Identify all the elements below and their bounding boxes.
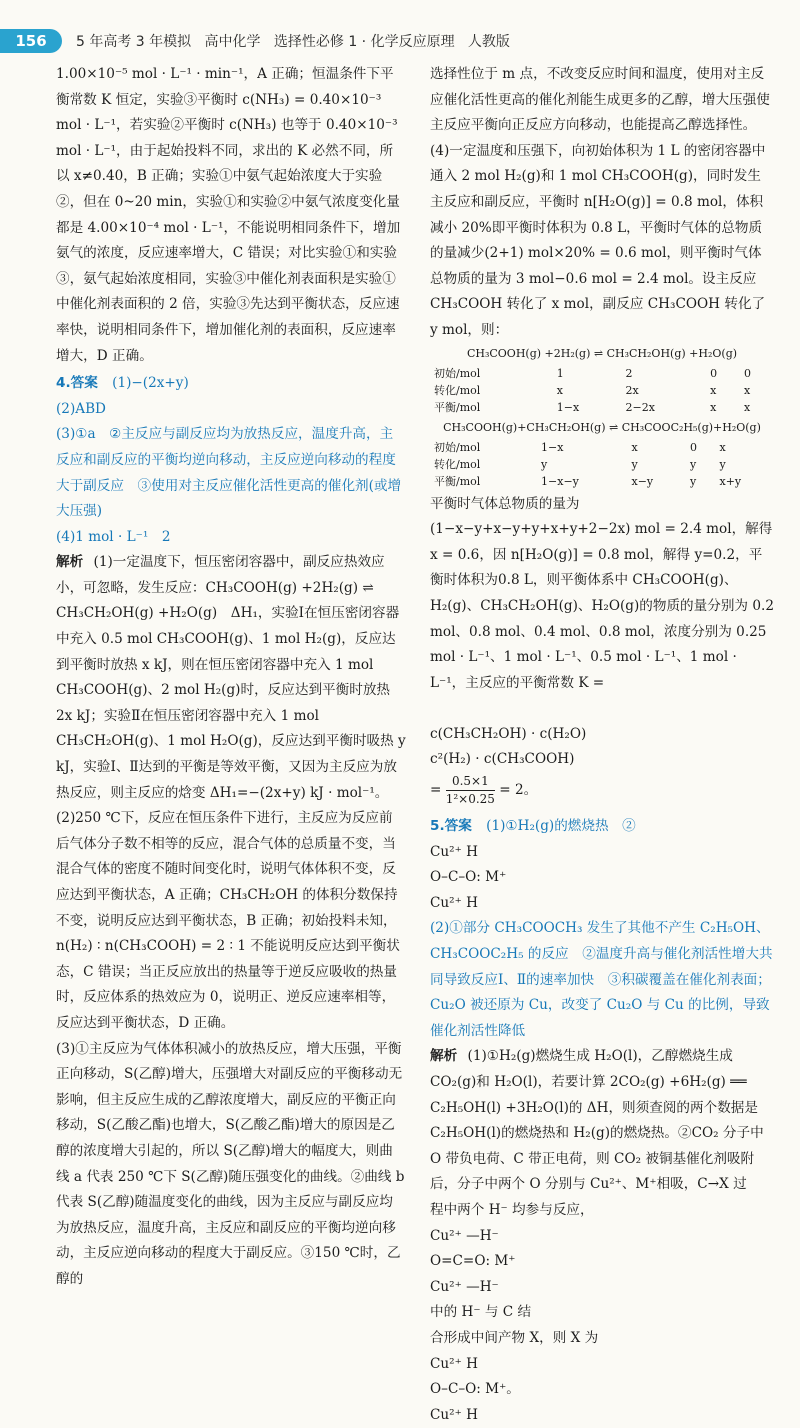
analysis-tag: 解析: [56, 554, 84, 571]
analysis: [430, 1044, 774, 1198]
paragraph: (1)①H₂(g)燃烧生成 H₂O(l)，乙醇燃烧生成 CO₂(g)和 H₂O(l)，若要计算 2CO₂(g) +6H₂(g) ══ C₂H₅OH(l) +3H₂O(l)的 ΔH，则须查阅的两个数据是 C₂H₅OH(l)的燃烧热和 H₂(g)的燃烧热。②CO₂ 分子中 O 带负电荷、C 带正电荷，则 CO₂ 被铜基催化剂吸附后，分子中两个 O 分别与 Cu²⁺、M⁺相吸，C→X 过: [430, 1048, 764, 1193]
paragraph: 平衡时气体总物质的量为(1−x−y+x−y+y+x+y+2−2x) mol = 2.4 mol，解得 x = 0.6，因 n[H₂O(g)] = 0.8 mol，解得 y=0.2，平衡时体积为0.8 L，则平衡体系中 CH₃COOH(g)、H₂(g)、CH₃CH₂OH(g)、H₂O(g)的物质的量分别为 0.2 mol、0.8 mol、0.4 mol、0.8 mol，浓度分别为 0.25 mol · L⁻¹、1 mol · L⁻¹、0.5 mol · L⁻¹、1 mol · L⁻¹，主反应的平衡常数 K =: [430, 495, 774, 691]
answer-line: (4)1 mol · L⁻¹ 2: [56, 528, 171, 545]
equation-side: CH₃COOH(g)+CH₃CH₂OH(g) ⇌ CH₃COOC₂H₅(g)+H₂O(g): [443, 420, 761, 434]
page-header: [0, 0, 800, 62]
equation-main: CH₃COOH(g) +2H₂(g) ⇌ CH₃CH₂OH(g) +H₂O(g): [466, 346, 738, 360]
answer-tag: 5.答案: [430, 818, 472, 835]
table-row: 平衡/mol 1−x 2−2x x x: [434, 400, 751, 414]
table-row: 转化/mol y y y y: [434, 457, 726, 471]
paragraph: 选择性位于 m 点，不改变反应时间和温度，使用对主反应催化活性更高的催化剂能生成更多的乙醇，增大压强使主反应平衡向正反应方向移动，也能提高乙醇选择性。: [430, 66, 770, 134]
answer-line: (2)ABD: [56, 400, 106, 417]
answer-4: [56, 371, 406, 397]
fraction-values: $\frac{0.5\times 1}{\text{1²×0.25}}$: [445, 774, 495, 807]
paragraph: (4)一定温度和压强下，向初始体积为 1 L 的密闭容器中通入 2 mol H₂(g)和 1 mol CH₃COOH(g)，同时发生主反应和副反应，平衡时 n[H₂O(g)] = 0.8 mol，体积减小 20%即平衡时体积为 0.8 L，平衡时气体的总物质的量减少(2+1) mol×20% = 0.6 mol，则平衡时气体总物质的量为 3 mol−0.6 mol = 2.4 mol。设主反应 CH₃COOH 转化了 x mol，副反应 CH₃COOH 转化了 y mol，则：: [430, 142, 766, 338]
paragraph-with-structure: 合形成中间产物 X，则 X 为: [430, 1329, 599, 1346]
answer-line: (1)①H₂(g)的燃烧热 ②: [486, 818, 636, 835]
answer-line: (1)−(2x+y): [112, 375, 189, 392]
analysis: [56, 550, 406, 806]
table-row: 平衡/mol 1−x−y x−y y x+y: [434, 474, 742, 488]
paragraph: (2)250 ℃下，反应在恒压条件下进行，主反应为反应前后气体分子数不相等的反应，混合气体的总质量不变，当混合气体的密度不随时间变化时，说明气体体积不变，反应达到平衡状态，A 正确；CH₃CH₂OH 的体积分数保持不变，说明反应达到平衡状态，B 正确；初始投料未知，n(H₂) ∶ n(CH₃COOH) = 2 ∶ 1 不能说明反应达到平衡状态，C 错误；当正反应放出的热量等于逆反应吸收的热量时，反应体系的热效应为 0，说明正、逆反应速率相等，反应达到平衡状态，D 正确。: [56, 810, 400, 1031]
page-number: 156: [0, 29, 62, 53]
answer-5: [430, 814, 774, 840]
table-row: 转化/mol x 2x x x: [434, 383, 751, 397]
paragraph-with-structure: 程中两个 H⁻ 均参与反应，: [430, 1201, 594, 1218]
ice-table-side: [430, 439, 774, 490]
running-title: 5 年高考 3 年模拟 高中化学 选择性必修 1 · 化学反应原理 人教版: [76, 34, 510, 50]
left-column: [56, 62, 406, 1293]
answer-tag: 4.答案: [56, 375, 98, 392]
paragraph: (1)一定温度下，恒压密闭容器中，副反应热效应小，可忽略，发生反应：CH₃COOH(g) +2H₂(g) ⇌ CH₃CH₂OH(g) +H₂O(g) ΔH₁，实验Ⅰ在恒压密闭容器中充入 0.5 mol CH₃COOH(g)、1 mol H₂(g)，反应达到平衡时放热 x kJ，则在恒压密闭容器中充入 1 mol CH₃COOH(g)、2 mol H₂(g)时，反应达到平衡时放热 2x kJ；实验Ⅱ在恒压密闭容器中充入 1 mol CH₃CH₂OH(g)、1 mol H₂O(g)，反应达到平衡时吸热 y kJ，实验Ⅰ、Ⅱ达到的平衡是等效平衡，又因为主反应为放热反应，则主反应的焓变 ΔH₁=−(2x+y) kJ · mol⁻¹。: [56, 554, 406, 801]
answer-line: (3)①a ②主反应与副反应均为放热反应，温度升高，主反应和副反应的平衡均逆向移动，主反应逆向移动的程度大于副反应 ③使用对主反应催化活性更高的催化剂(或增大压强): [56, 426, 402, 520]
equilibrium-constant: [430, 696, 774, 722]
ice-table-main: [430, 365, 774, 416]
answer-line: (2)①部分 CH₃COOCH₃ 发生了其他不产生 C₂H₅OH、CH₃COOC₂H₅ 的反应 ②温度升高与催化剂活性增大共同导致反应Ⅰ、Ⅱ的速率加快 ③积碳覆盖在催化剂表面；Cu₂O 被还原为 Cu，改变了 Cu₂O 与 Cu 的比例，导致催化剂活性降低: [430, 920, 773, 1039]
table-row: 初始/mol 1 2 0 0: [434, 366, 752, 380]
paragraph: 1.00×10⁻⁵ mol · L⁻¹ · min⁻¹，A 正确；恒温条件下平衡常数 K 恒定，实验③平衡时 c(NH₃) = 0.40×10⁻³ mol · L⁻¹，若实验②平衡时 c(NH₃) 也等于 0.40×10⁻³ mol · L⁻¹，由于起始投料不同，求出的 K 必然不同，所以 x≠0.40，B 正确；实验①中氨气起始浓度大于实验②，但在 0~20 min，实验①和实验②中氨气浓度变化量都是 4.00×10⁻⁴ mol · L⁻¹，不能说明相同条件下，增加氨气的浓度，反应速率增大，C 错误；对比实验①和实验③，氨气起始浓度相同，实验③中催化剂表面积是实验①中催化剂表面积的 2 倍，实验③先达到平衡状态，反应速率快，说明相同条件下，增加催化剂的表面积，反应速率增大，D 正确。: [56, 66, 401, 364]
paragraph: (3)①主反应为气体体积减小的放热反应，增大压强，平衡正向移动，S(乙醇)增大，压强增大对副反应的平衡移动无影响，但主反应生成的乙醇浓度增大，副反应的平衡正向移动，S(乙酸乙酯)也增大，S(乙酸乙酯)增大的原因是乙醇的浓度增大引起的，所以 S(乙醇)增大的幅度大，则曲线 a 代表 250 ℃下 S(乙醇)随压强变化的曲线。②曲线 b 代表 S(乙醇)随温度变化的曲线，因为主反应与副反应均为放热反应，温度升高，主反应和副反应的平衡均逆向移动，主反应逆向移动的程度大于副反应。③150 ℃时，乙醇的: [56, 1040, 405, 1287]
table-row: 初始/mol 1−x x 0 x: [434, 440, 726, 454]
analysis-tag: 解析: [430, 1048, 458, 1065]
right-column: 选择性位于 m 点，不改变反应时间和温度，使用对主反应催化活性更高的催化剂能生成更多的乙醇，增大压强使主反应平衡向正反应方向移动，也能提高乙醇选择性。 (4)一定温度和压强下，向初始体积为 1 L 的密闭容器中通入 2 mol H₂(g)和 1 mol CH₃COOH(g)，同时发生主反应和副反应，平衡时 n[H₂O(g)] = 0.8 mol，体积减小 20%即平衡时体积为 0.8 L，平衡时气体的总物质的量减少(2+1) mol×20% = 0.6 mol，则平衡时气体总物质的量为 3 mol−0.6 mol = 2.4 mol。设主反应 CH₃COOH 转化了 x mol，副反应 CH₃COOH 转化了 y mol，则： CH₃COOH(g) +2H₂(g) ⇌ CH₃CH₂OH(g) +H₂O(g) 初始/mol 1 2 0 0 转化/mol x 2x x x 平衡/mol 1−x 2−2x x x CH₃COOH(g)+CH₃CH₂OH(g) ⇌ CH₃COOC₂H₅(g)+H₂O(g) 初始/mol 1−x x 0 x 转化/mol y y y y 平衡/mol 1−x−y x−y y x+y 平衡时气体总物质的量为(1−x−y+x−y+y+x+y+2−2x) mol = 2.4 mol，解得 x = 0.6，因 n[H₂O(g)] = 0.8 mol，解得 y=0.2，平衡时体积为0.8 L，则平衡体系中 CH₃COOH(g)、H₂(g)、CH₃CH₂OH(g)、H₂O(g)的物质的量分别为 0.2 mol、0.8 mol、0.4 mol、0.8 mol，浓度分别为 0.25 mol · L⁻¹、1 mol · L⁻¹、0.5 mol · L⁻¹、1 mol · L⁻¹，主反应的平衡常数 K = c(CH₃CH₂OH) · c(H₂O) c²(H₂) · c(CH₃COOH) = $\frac{0.5\times 1}{\text{1²×0.25}}$ = 2。 5.答案 (1)①H₂(g)的燃烧热 ② Cu²⁺ H O–C–O: M⁺ Cu²⁺ H (2)①部分 CH₃COOCH₃ 发生了其他不产生 C₂H₅OH、CH₃COOC₂H₅ 的反应 ②温度升高与催化剂活性增大共同导致反应Ⅰ、Ⅱ的速率加快 ③积碳覆盖在催化剂表面；Cu₂O 被还原为 Cu，改变了 Cu₂O 与 Cu 的比例，导致催化剂活性降低 解析 (1)①H₂(g)燃烧生成 H₂O(l)，乙醇燃烧生成 CO₂(g)和 H₂O(l)，若要计算 2CO₂(g) +6H₂(g) ══ C₂H₅OH(l) +3H₂O(l)的 ΔH，则须查阅的两个数据是 C₂H₅OH(l)的燃烧热和 H₂(g)的燃烧热。②CO₂ 分子中 O 带负电荷、C 带正电荷，则 CO₂ 被铜基催化剂吸附后，分子中两个 O 分别与 Cu²⁺、M⁺相吸，C→X 过 程中两个 H⁻ 均参与反应， Cu²⁺ —H⁻ O=C=O: M⁺ Cu²⁺ —H⁻ 中的 H⁻ 与 C 结 合形成中间产物 X，则 X 为 Cu²⁺ H O–C–O: M⁺。 Cu²⁺ H: [430, 62, 774, 1428]
